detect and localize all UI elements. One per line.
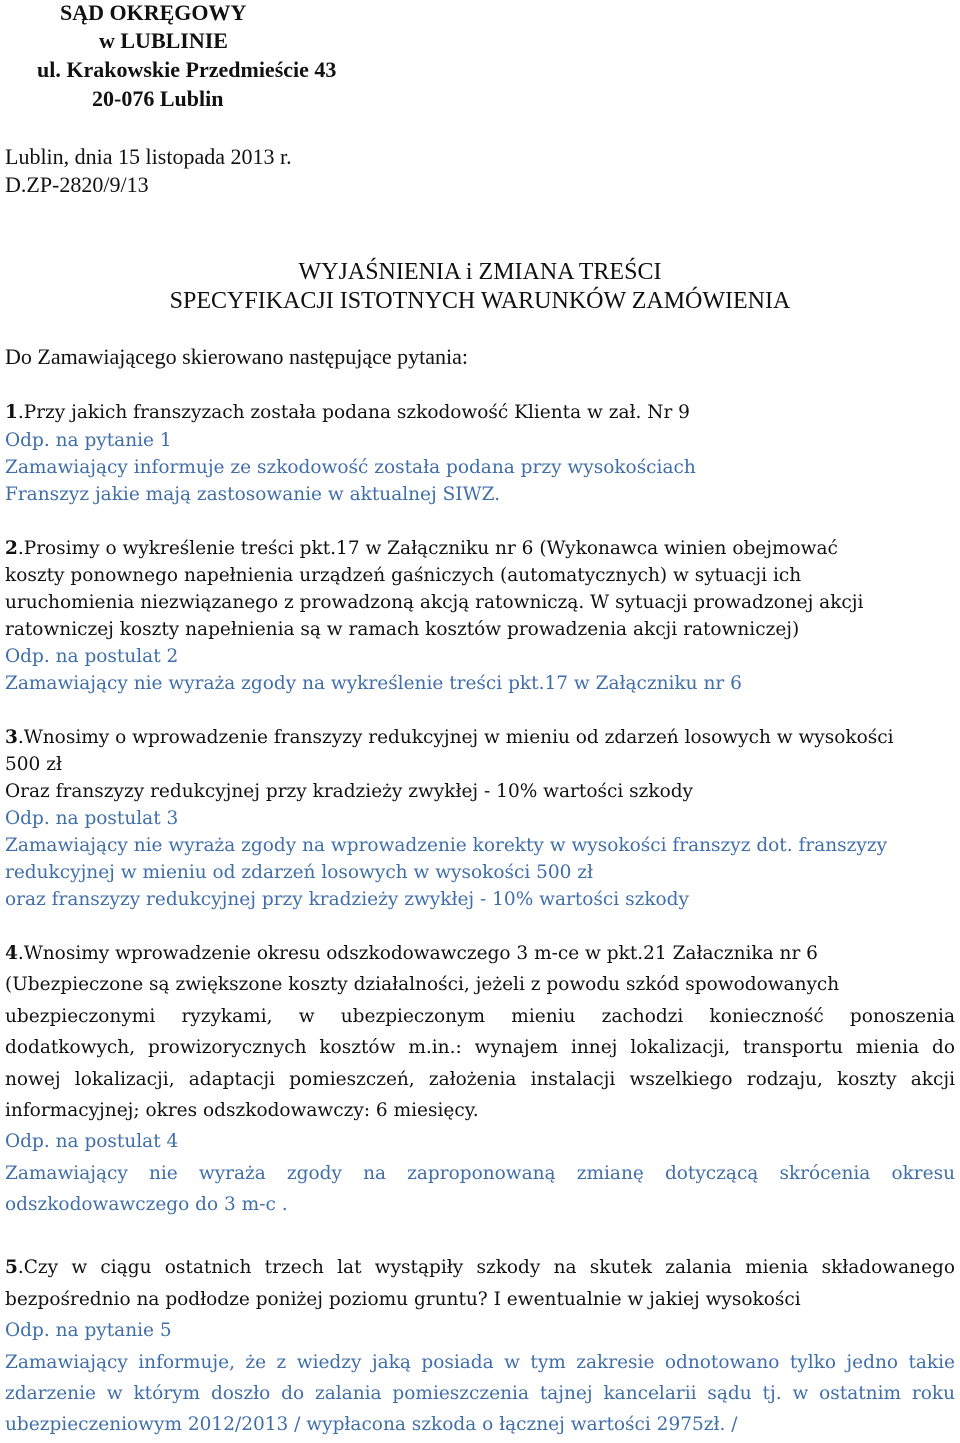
question-5-line: bezpośrednio na podłodze poniżej poziomu gruntu? I ewentualnie w jakiej wysokości [5, 1289, 801, 1310]
reference-number: D.ZP-2820/9/13 [5, 172, 149, 197]
answer-label-4: Odp. na postulat 4 [5, 1131, 179, 1152]
court-name: SĄD OKRĘGOWY [60, 0, 247, 25]
answer-label-3: Odp. na postulat 3 [5, 808, 179, 829]
answer-5-line: Zamawiający informuje, że z wiedzy jaką posiada w tym zakresie odnotowano tylko jedno takie [5, 1352, 955, 1373]
date-line: Lublin, dnia 15 listopada 2013 r. [5, 144, 292, 169]
answer-4-line: Zamawiający nie wyraża zgody na zaproponowaną zmianę dotyczącą skrócenia okresu [5, 1163, 955, 1184]
document-title-line2: SPECYFIKACJI ISTOTNYCH WARUNKÓW ZAMÓWIENIA [169, 288, 791, 314]
answer-4-line: odszkodowawczego do 3 m-c . [5, 1194, 288, 1215]
answer-1-line: Zamawiający informuje ze szkodowość została podana przy wysokościach [5, 457, 696, 478]
court-city: w LUBLINIE [99, 28, 228, 53]
court-postal-city: 20-076 Lublin [92, 86, 224, 111]
question-4-line: dodatkowych, prowizorycznych kosztów m.in.: wynajem innej lokalizacji, transportu mienia do [5, 1037, 955, 1058]
answer-2-line: Zamawiający nie wyraża zgody na wykreślenie treści pkt.17 w Załączniku nr 6 [5, 673, 742, 694]
question-2-line: uruchomienia niezwiązanego z prowadzoną akcją ratowniczą. W sytuacji prowadzonej akcji [5, 592, 864, 613]
answer-5-line: zdarzenie w którym doszło do zalania pomieszczenia tajnej kancelarii sądu tj. w ostatnim roku [5, 1383, 955, 1404]
question-4-line: informacyjnej; okres odszkodowawczy: 6 miesięcy. [5, 1100, 479, 1121]
answer-label-5: Odp. na pytanie 5 [5, 1320, 172, 1341]
document-title-line1: WYJAŚNIENIA i ZMIANA TREŚCI [298, 259, 662, 285]
question-4-line: nowej lokalizacji, adaptacji pomieszczeń, założenia instalacji wszelkiego rodzaju, koszty akcji [5, 1069, 955, 1090]
question-3-line: 500 zł [5, 754, 62, 775]
question-2-line: ratowniczej koszty napełnienia są w ramach kosztów prowadzenia akcji ratowniczej) [5, 619, 800, 640]
answer-1-line: Franszyz jakie mają zastosowanie w aktualnej SIWZ. [5, 484, 501, 505]
answer-3-line: oraz franszyzy redukcyjnej przy kradzieży zwykłej - 10% wartości szkody [5, 889, 689, 910]
answer-3-line: redukcyjnej w mieniu od zdarzeń losowych w wysokości 500 zł [5, 862, 594, 883]
question-3: 3.Wnosimy o wprowadzenie franszyzy redukcyjnej w mieniu od zdarzeń losowych w wysokości [5, 727, 894, 748]
answer-5-line: ubezpieczeniowym 2012/2013 / wypłacona szkoda o łącznej wartości 2975zł. / [5, 1414, 738, 1435]
question-5: 5.Czy w ciągu ostatnich trzech lat wystąpiły szkody na skutek zalania mienia składowanego [5, 1257, 955, 1278]
question-4-line: ubezpieczonymi ryzykami, w ubezpieczonym mieniu zachodzi konieczność ponoszenia [5, 1006, 955, 1027]
court-street: ul. Krakowskie Przedmieście 43 [37, 57, 337, 82]
question-4: 4.Wnosimy wprowadzenie okresu odszkodowawczego 3 m-ce w pkt.21 Załacznika nr 6 [5, 943, 818, 964]
question-2-line: koszty ponownego napełnienia urządzeń gaśniczych (automatycznych) w sytuacji ich [5, 565, 802, 586]
question-2: 2.Prosimy o wykreślenie treści pkt.17 w Załączniku nr 6 (Wykonawca winien obejmować [5, 538, 838, 559]
intro-text: Do Zamawiającego skierowano następujące pytania: [5, 344, 469, 369]
question-3-line: Oraz franszyzy redukcyjnej przy kradzieży zwykłej - 10% wartości szkody [5, 781, 693, 802]
question-4-line: (Ubezpieczone są zwiększone koszty działalności, jeżeli z powodu szkód spowodowanych [5, 974, 840, 995]
answer-3-line: Zamawiający nie wyraża zgody na wprowadzenie korekty w wysokości franszyz dot. franszyzy [5, 835, 888, 856]
question-1: 1.Przy jakich franszyzach została podana szkodowość Klienta w zał. Nr 9 [5, 402, 690, 423]
answer-label-2: Odp. na postulat 2 [5, 646, 179, 667]
answer-label-1: Odp. na pytanie 1 [5, 430, 172, 451]
